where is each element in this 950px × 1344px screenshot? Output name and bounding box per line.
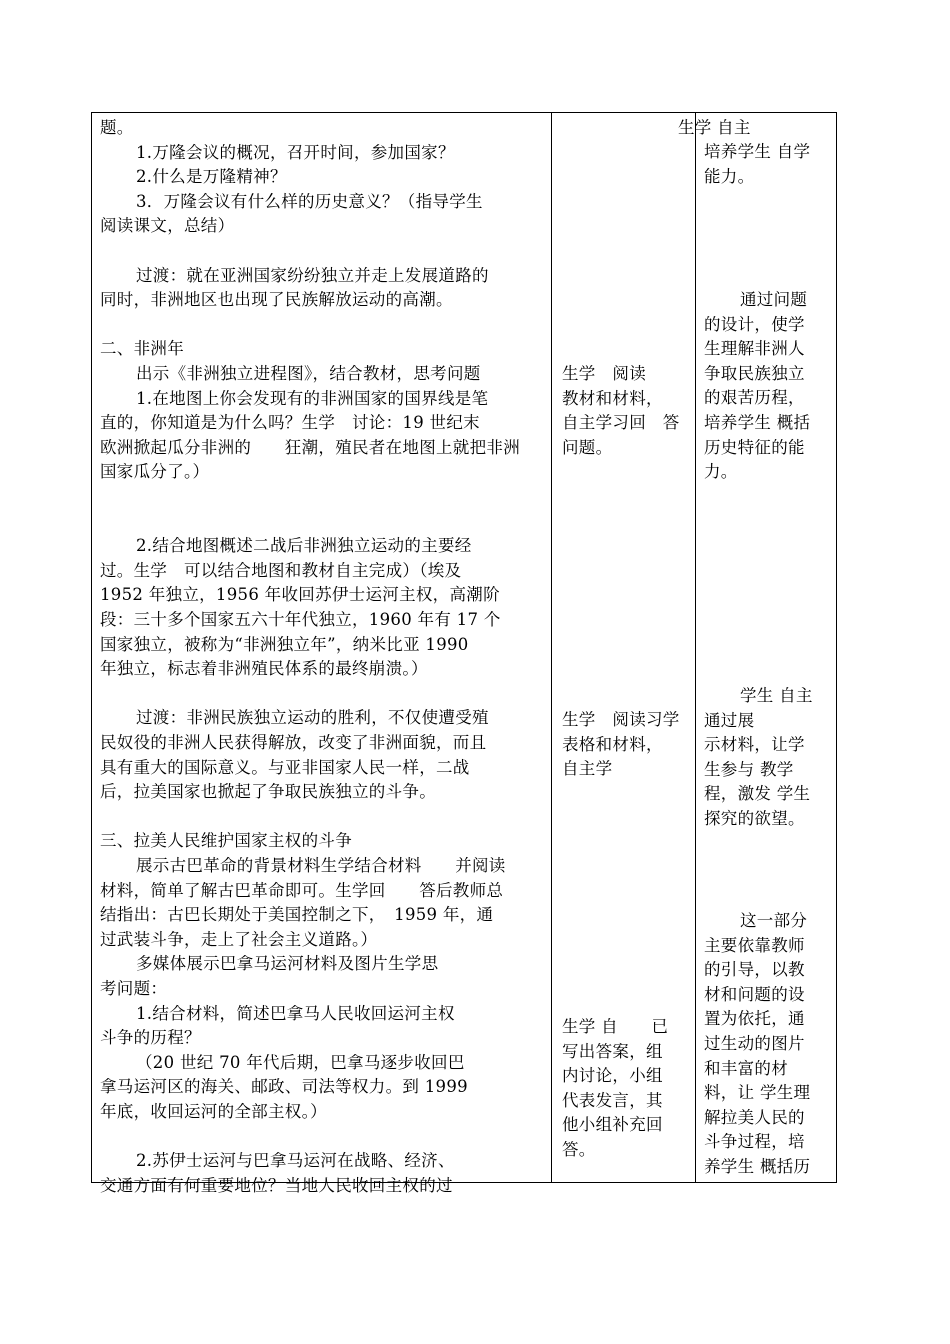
- design-intent-line: 这一部分: [740, 911, 808, 930]
- design-intent-line: 争取民族独立: [704, 363, 805, 383]
- design-intent-line: 程，激发 学生: [704, 784, 811, 804]
- text-line: 1952 年独立，1956 年收回苏伊士运河主权，高潮阶: [100, 585, 500, 605]
- design-intent-line: 养学生 概括历: [704, 1157, 811, 1176]
- text-line: 年底，收回运河的全部主权。）: [100, 1102, 327, 1121]
- text-line: 考问题：: [100, 979, 168, 998]
- text-line: 结指出：古巴长期处于美国控制之下， 1959 年，通: [100, 905, 494, 925]
- text-line: 1.在地图上你会发现有的非洲国家的国界线是笔: [136, 388, 489, 408]
- text-line: （20 世纪 70 年代后期，巴拿马逐步收回巴: [136, 1052, 465, 1072]
- text-line: 段：三十多个国家五六十年代独立，1960 年有 17 个: [100, 610, 501, 629]
- text-line: 过武装斗争，走上了社会主义道路。）: [100, 929, 378, 949]
- student-activity-line: 内讨论，小组: [562, 1066, 663, 1086]
- student-activity-line: 自主学: [562, 759, 613, 779]
- text-line: 拿马运河区的海关、邮政、司法等权力。到 1999: [100, 1077, 468, 1097]
- design-intent-line: 力。: [704, 462, 738, 482]
- design-intent-line: 斗争过程，培: [704, 1132, 805, 1152]
- design-intent-line: 培养学生 概括: [704, 413, 811, 432]
- design-intent-line: 探究的欲望。: [704, 809, 805, 828]
- teaching-process-cell: [100, 113, 544, 1195]
- text-line: 斗争的历程？: [100, 1028, 201, 1048]
- text-line: 过渡：非洲民族独立运动的胜利，不仅使遭受殖: [136, 708, 489, 728]
- text-line: 同时，非洲地区也出现了民族解放运动的高潮。: [100, 290, 453, 310]
- design-intent-line: 的设计，使学: [704, 314, 805, 334]
- student-activity-line: 生学 自 已: [562, 1017, 669, 1036]
- design-intent-line: 料，让 学生理: [704, 1083, 811, 1103]
- column-divider: [695, 113, 696, 1182]
- text-line: 2.苏伊士运河与巴拿马运河在战略、经济、: [136, 1151, 455, 1171]
- design-intent-line: 过生动的图片: [704, 1034, 805, 1053]
- student-activity-line: 教材和材料，: [562, 388, 663, 408]
- text-line: 过渡：就在亚洲国家纷纷独立并走上发展道路的: [136, 265, 489, 285]
- student-activity-line: 答。: [562, 1140, 596, 1159]
- student-activity-line: 生学 阅读: [562, 364, 646, 383]
- text-line: 年独立，标志着非洲殖民体系的最终崩溃。）: [100, 659, 428, 679]
- design-intent-cell: [704, 113, 830, 1182]
- column-divider: [551, 113, 552, 1182]
- design-intent-line: 的引导，以教: [704, 960, 805, 980]
- text-line: 过。生学 可以结合地图和教材自主完成）（埃及: [100, 560, 462, 580]
- student-activity-line: 生学 阅读习学: [562, 710, 680, 729]
- design-intent-line: 解拉美人民的: [704, 1107, 805, 1127]
- text-line: 国家瓜分了。）: [100, 462, 210, 482]
- design-intent-line: 置为依托，通: [704, 1009, 805, 1029]
- student-activity-line: 写出答案，组: [562, 1041, 663, 1061]
- student-note: 生学 自主: [678, 118, 751, 137]
- design-intent-line: 和丰富的材: [704, 1058, 788, 1078]
- text-line: 直的，你知道是为什么吗？生学 讨论：19 世纪末: [100, 413, 480, 433]
- text-line: 三、拉美人民维护国家主权的斗争: [100, 831, 352, 851]
- design-intent-line: 历史特征的能: [704, 437, 805, 457]
- text-line: 后，拉美国家也掀起了争取民族独立的斗争。: [100, 782, 436, 802]
- design-intent-line: 示材料，让学: [704, 735, 805, 755]
- text-line: 出示《非洲独立进程图》，结合教材，思考问题: [136, 364, 481, 383]
- text-line: 1.结合材料，简述巴拿马人民收回运河主权: [136, 1003, 455, 1023]
- lesson-plan-table: [91, 112, 837, 1195]
- text-line: 题。: [100, 118, 134, 137]
- design-intent-line: 的艰苦历程，: [704, 388, 805, 408]
- text-line: 3．万隆会议有什么样的历史意义？（指导学生: [136, 191, 483, 211]
- design-intent-line: 通过问题: [740, 290, 808, 309]
- text-line: 阅读课文，总结）: [100, 216, 235, 236]
- text-line: 2.结合地图概述二战后非洲独立运动的主要经: [136, 536, 472, 556]
- design-intent-line: 通过展: [704, 710, 755, 730]
- text-line: 国家独立，被称为“非洲独立年”，纳米比亚 1990: [100, 634, 469, 654]
- text-line: 多媒体展示巴拿马运河材料及图片生学思: [136, 954, 439, 974]
- text-line: 民奴役的非洲人民获得解放，改变了非洲面貌，而且: [100, 733, 487, 752]
- design-intent-line: 生理解非洲人: [704, 339, 805, 359]
- student-activity-line: 表格和材料，: [562, 734, 663, 754]
- text-line: 展示古巴革命的背景材料生学结合材料 并阅读: [136, 856, 506, 875]
- text-line: 1.万隆会议的概况，召开时间，参加国家？: [136, 142, 455, 162]
- student-activity-line: 自主学习回 答: [562, 413, 680, 433]
- student-activity-line: 问题。: [562, 437, 613, 457]
- design-intent-line: 培养学生 自学: [704, 142, 811, 161]
- design-intent-line: 材和问题的设: [704, 984, 805, 1004]
- student-activity-line: 他小组补充回: [562, 1115, 663, 1135]
- text-line: 2.什么是万隆精神？: [136, 167, 287, 187]
- text-line: 二、非洲年: [100, 339, 184, 359]
- text-line: 欧洲掀起瓜分非洲的 狂潮，殖民者在地图上就把非洲: [100, 437, 520, 457]
- text-line: 材料，简单了解古巴革命即可。生学回 答后教师总: [100, 880, 504, 900]
- text-line: 交通方面有何重要地位？当地人民收回主权的过: [100, 1175, 453, 1195]
- design-intent-line: 学生 自主: [740, 686, 813, 705]
- student-activity-line: 代表发言，其: [562, 1090, 663, 1110]
- design-intent-line: 生参与 教学: [704, 759, 794, 779]
- design-intent-line: 能力。: [704, 166, 755, 186]
- text-line: 具有重大的国际意义。与亚非国家人民一样，二战: [100, 757, 470, 777]
- design-intent-line: 主要依靠教师: [704, 935, 805, 955]
